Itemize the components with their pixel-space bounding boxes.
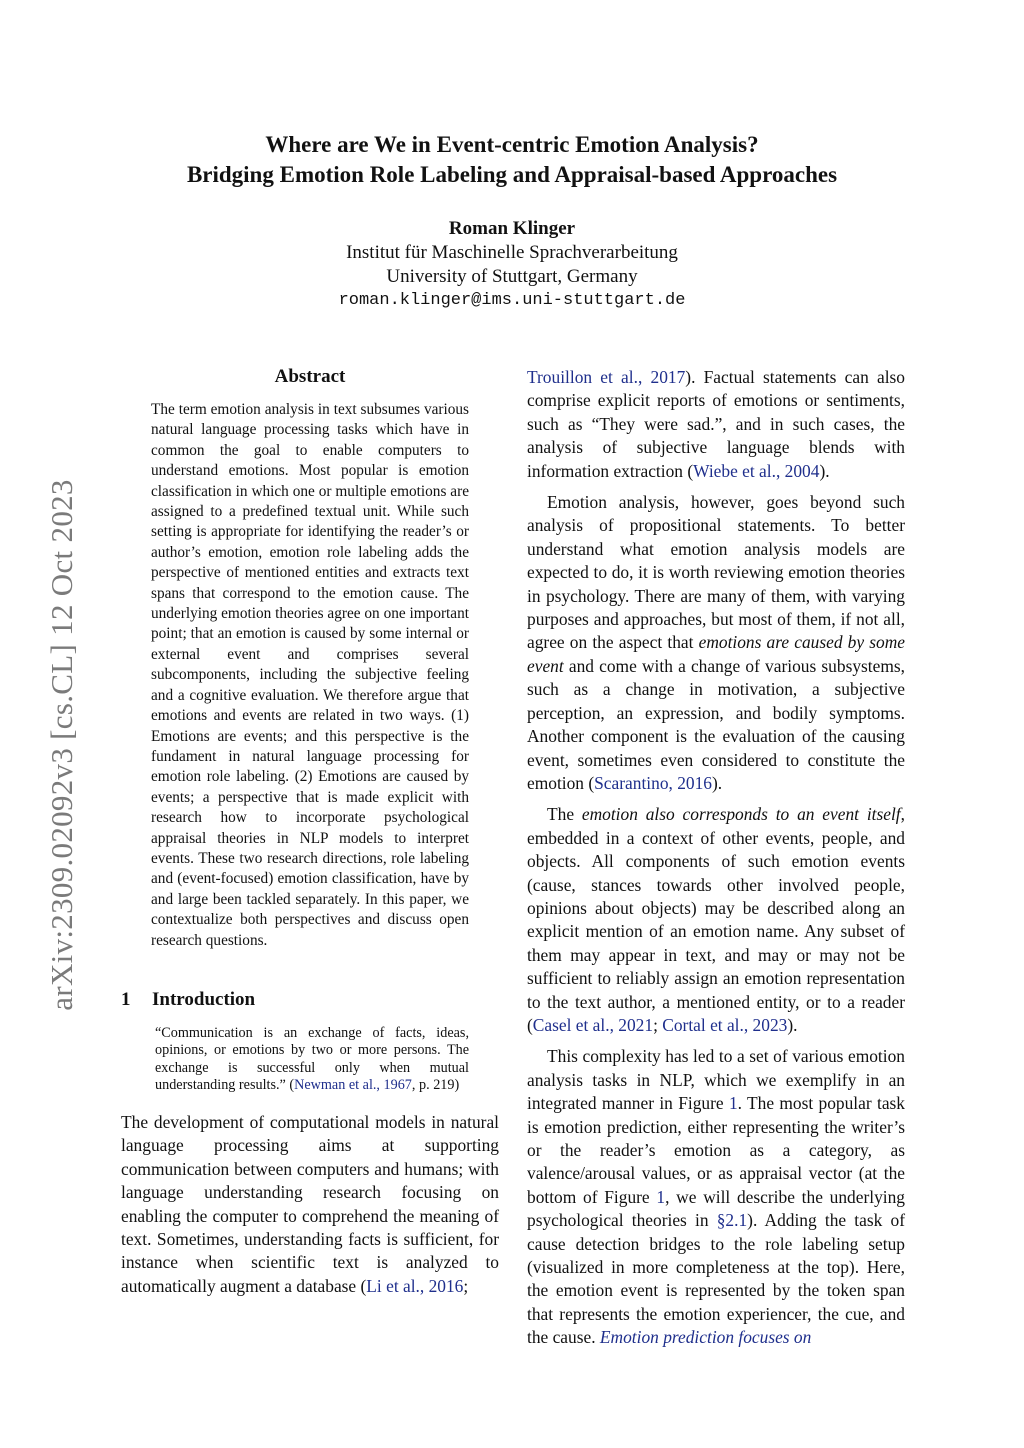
citation-link-scarantino[interactable]: Scarantino, 2016: [594, 772, 712, 793]
arxiv-identifier: arXiv:2309.02092v3 [cs.CL] 12 Oct 2023: [44, 479, 79, 1011]
paragraph-emotion-analysis-text-2: and come with a change of various subsystems, such as a change in motivation, a subjective perception, an expression, and bodily symptoms. Another component is the evaluation of the causing event, sometimes even considered to constitute the emotion (: [527, 655, 905, 793]
author-name: Roman Klinger: [448, 218, 576, 239]
paragraph-continuation: [527, 366, 905, 483]
quote-text: “Communication is an exchange of facts, ideas, opinions, or emotions by two or more persons. The exchange is successful only when mutual understanding results.”: [155, 1024, 469, 1094]
affiliation-institute: Institut für Maschinelle Sprachverarbeitung: [346, 242, 678, 263]
paragraph-continuation-text: ). Factual statements can also comprise explicit reports of emotions or sentiments, such as “They were sad.”, and in such cases, the analysis of subjective language blends with information extraction (: [527, 367, 905, 481]
paragraph-emotion-event-text: The: [547, 804, 582, 825]
intro-paragraph-1-text: The development of computational models in natural language processing aims at supporting communication between computers and humans; with language understanding research focusing on enabling the computer to comprehend the meaning of text. Sometimes, understanding facts is sufficient, for instance when scientific text is analyzed to automatically augment a database (: [121, 1111, 499, 1296]
citation-link-trouillon[interactable]: Trouillon et al., 2017: [527, 367, 686, 387]
intro-paragraph-1: [121, 1111, 499, 1298]
emphasis-event-itself: emotion also corresponds to an event itself: [581, 804, 901, 825]
citation-link-wiebe[interactable]: Wiebe et al., 2004: [693, 460, 820, 481]
right-column: [527, 366, 905, 1350]
paragraph-complexity-text-2: . The most popular task is emotion prediction, either representing the writer’s or the reader’s emotion as a category, as valence/arousal values, or as appraisal vector (at the bottom of Figure: [527, 1093, 905, 1207]
section-ref-link[interactable]: §2.1: [716, 1210, 748, 1231]
citation-separator: ;: [653, 1014, 663, 1035]
intro-paragraph-1-end: ;: [463, 1275, 469, 1296]
citation-link-casel[interactable]: Casel et al., 2021: [532, 1014, 654, 1035]
abstract-heading: Abstract: [274, 366, 346, 387]
left-column: [121, 366, 499, 1298]
paper-title: [0, 130, 1024, 190]
author-block: [0, 217, 1024, 313]
paragraph-emotion-event-end: ).: [787, 1014, 798, 1035]
paragraph-emotion-event-text-2: , embedded in a context of other events, people, and objects. All components of such emotion events (cause, stances towards other involved people, opinions about objects) may be described along an explicit mention of an emotion name. Any subset of them may appear in text, and may or may not be sufficient to reliably assign an emotion representation to the text author, a mentioned entity, or to a reader (: [527, 804, 905, 1035]
citation-link-li[interactable]: Li et al., 2016: [366, 1275, 464, 1296]
paragraph-emotion-analysis: [527, 491, 905, 795]
paragraph-complexity: [527, 1045, 905, 1349]
affiliation-university: University of Stuttgart, Germany: [386, 266, 638, 287]
citation-link-newman[interactable]: Newman et al., 1967: [294, 1077, 412, 1094]
emphasis-link-emotion-prediction[interactable]: Emotion prediction focuses on: [599, 1327, 812, 1348]
paragraph-emotion-event: [527, 803, 905, 1037]
title-line-2: Bridging Emotion Role Labeling and Appraisal-based Approaches: [186, 162, 838, 187]
section-title: Introduction: [152, 988, 256, 1010]
figure-ref-link-1[interactable]: 1: [728, 1093, 738, 1114]
quote-page: , p. 219): [411, 1077, 460, 1094]
epigraph-quote: “Communication is an exchange of facts, ideas, opinions, or emotions by two or more persons. The exchange is successful only when mutual understanding results.” (Newman et al., 1967, p. 219): [155, 1024, 469, 1094]
paragraph-emotion-analysis-end: ).: [712, 772, 723, 793]
citation-link-cortal[interactable]: Cortal et al., 2023: [662, 1014, 788, 1035]
paragraph-continuation-end: ).: [819, 460, 830, 481]
title-line-1: Where are We in Event-centric Emotion Analysis?: [265, 132, 759, 157]
figure-ref-link-2[interactable]: 1: [656, 1186, 666, 1207]
section-number: 1: [121, 988, 131, 1010]
section-heading-introduction: [121, 989, 499, 1011]
paragraph-complexity-text: This complexity has led to a set of various emotion analysis tasks in NLP, which we exemplify in an integrated manner in Figure: [527, 1046, 905, 1114]
emphasis-caused-by-event: emotions are caused by some event: [527, 632, 905, 676]
paragraph-complexity-text-3: , we will describe the underlying psychological theories in: [527, 1186, 905, 1231]
paragraph-emotion-analysis-text: Emotion analysis, however, goes beyond such analysis of propositional statements. To better understand what emotion analysis models are expected to do, it is worth reviewing emotion theories in psychology. There are many of them, with varying purposes and approaches, but most of them, if not all, agree on the aspect that: [527, 492, 905, 653]
abstract-text: The term emotion analysis in text subsumes various natural language processing tasks which have in common the goal to enable computers to understand emotions. Most popular is emotion classification in which one or multiple emotions are assigned to a predefined textual unit. While such setting is appropriate for identifying the reader’s or author’s emotion, emotion role labeling adds the perspective of mentioned entities and extracts text spans that correspond to the emotion cause. The underlying emotion theories agree on one important point; that an emotion is caused by some internal or external event and comprises several subcomponents, including the subjective feeling and a cognitive evaluation. We therefore argue that emotions and events are related in two ways. (1) Emotions are events; and this perspective is the fundament in natural language processing for emotion role labeling. (2) Emotions are caused by events; a perspective that is made explicit with research how to incorporate psychological appraisal theories in NLP models to interpret events. These two research directions, role labeling and (event-focused) emotion classification, have by and large been tackled separately. In this paper, we contextualize both perspectives and discuss open research questions.: [151, 401, 469, 949]
paragraph-complexity-text-4: ). Adding the task of cause detection bridges to the role labeling setup (visualized in more completeness at the top). Here, the emotion event is represented by the token span that represents the emotion experiencer, the cue, and the cause.: [527, 1210, 905, 1348]
author-email[interactable]: roman.klinger@ims.uni-stuttgart.de: [338, 291, 686, 310]
